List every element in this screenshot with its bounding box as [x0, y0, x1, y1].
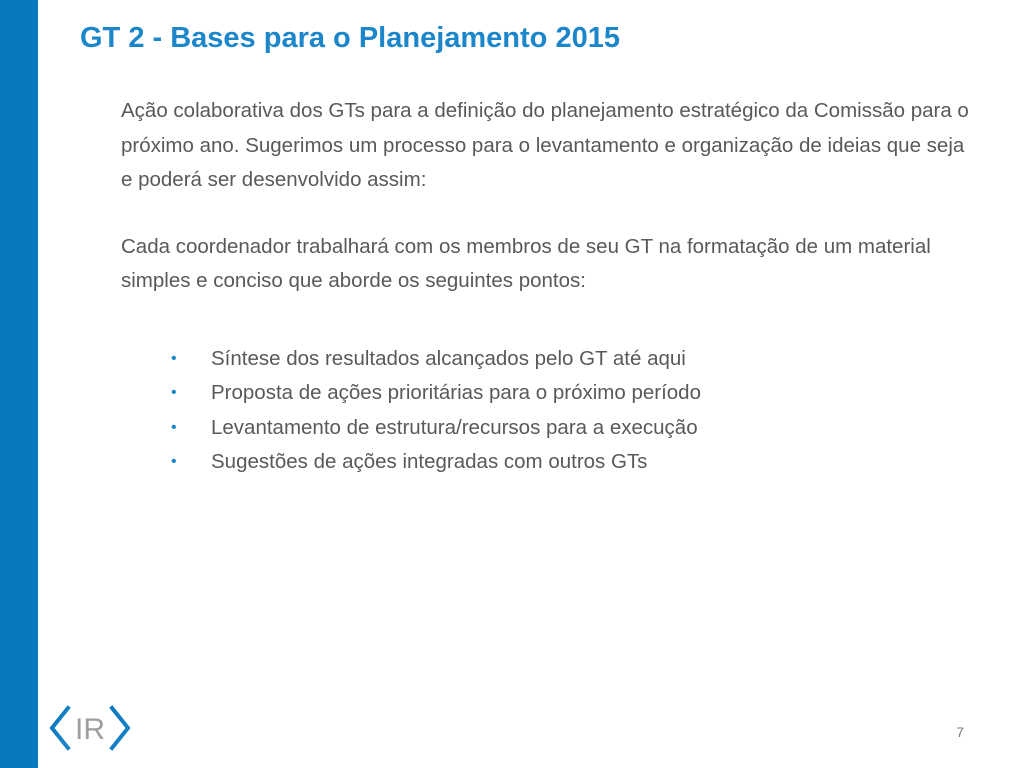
bullet-icon: • — [171, 453, 177, 470]
intro-paragraph: Ação colaborativa dos GTs para a definição do planejamento estratégico da Comissão para o próximo ano. Sugerimos um processo para o levantamento e organização de ideias que seja e poderá ser desenvolvido assim: — [121, 99, 969, 191]
bullet-text: Síntese dos resultados alcançados pelo GT até aqui — [211, 346, 686, 370]
instruction-paragraph: Cada coordenador trabalhará com os membros de seu GT na formatação de um material simples e conciso que aborde os seguintes pontos: — [121, 234, 931, 292]
bullet-list — [121, 342, 981, 480]
bullet-icon: • — [171, 418, 177, 436]
bullet-text: Sugestões de ações integradas com outros GTs — [211, 450, 648, 473]
list-item — [171, 342, 981, 377]
list-item — [171, 411, 981, 446]
ir-logo-icon — [48, 704, 132, 752]
bullet-icon: • — [171, 349, 177, 367]
list-item — [171, 445, 981, 480]
bullet-icon: • — [171, 384, 177, 401]
slide-body — [121, 94, 981, 480]
logo-letters: IR — [75, 713, 105, 746]
page-number: 7 — [956, 724, 964, 740]
bullet-text: Levantamento de estrutura/recursos para a execução — [211, 415, 698, 439]
slide-title: GT 2 - Bases para o Planejamento 2015 — [80, 22, 620, 54]
list-item — [171, 376, 981, 411]
bullet-text: Proposta de ações prioritárias para o próximo período — [211, 381, 701, 404]
left-accent-bar — [0, 0, 38, 768]
